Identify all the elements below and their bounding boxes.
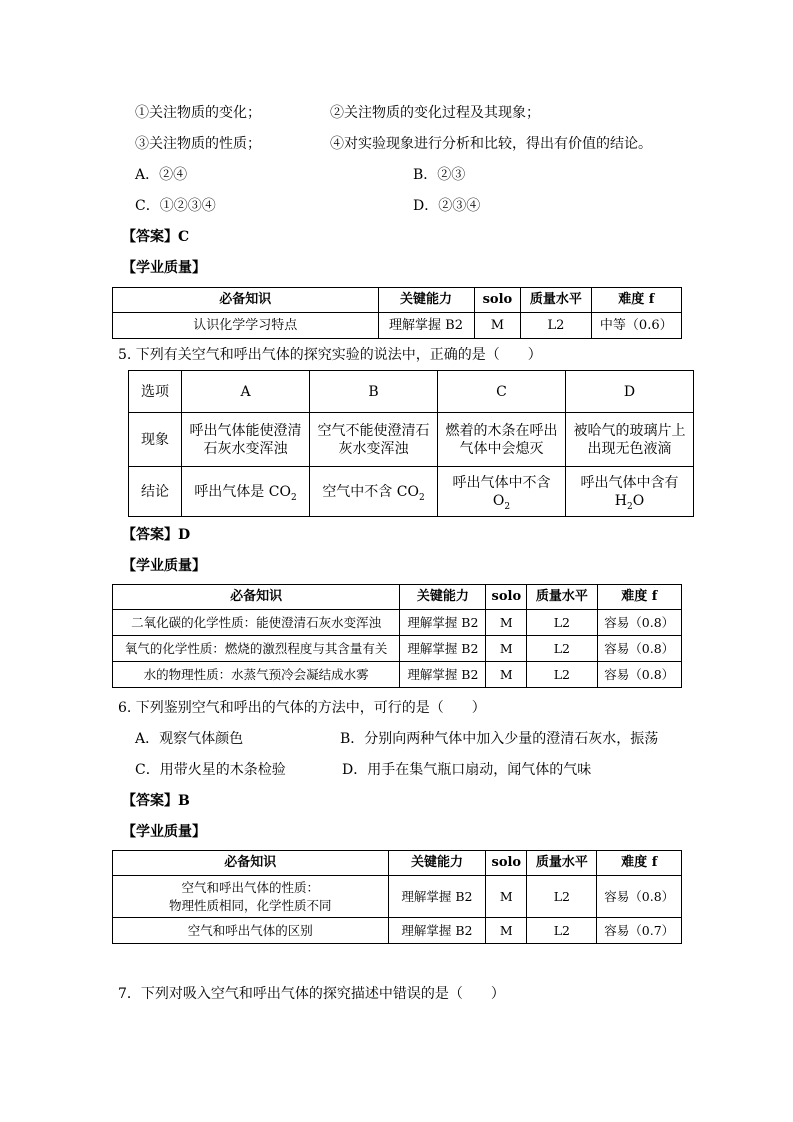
table-cell: 容易（0.8） xyxy=(597,662,682,688)
table-cell: 空气不能使澄清石灰水变浑浊 xyxy=(310,413,438,467)
table-cell xyxy=(182,467,310,517)
formula: O xyxy=(492,492,505,509)
answer-label: 【答案】C xyxy=(122,229,190,245)
quality-table-q5 xyxy=(112,584,682,688)
table-cell: 空气和呼出气体的区别 xyxy=(113,918,389,944)
header-cell: C xyxy=(438,371,566,413)
table-cell: 容易（0.8） xyxy=(597,610,682,636)
formula: H xyxy=(614,492,627,509)
quality-table-q6 xyxy=(112,850,682,944)
table-row xyxy=(129,467,694,517)
cell-text: 呼出气体是 CO xyxy=(194,483,291,500)
table-cell: 氧气的化学性质：燃烧的激烈程度与其含量有关 xyxy=(113,636,400,662)
table-cell: L2 xyxy=(527,662,597,688)
table-row xyxy=(113,313,682,339)
option-1: ①关注物质的变化； xyxy=(135,105,261,121)
option-3: ③关注物质的性质； xyxy=(135,136,261,152)
question-5: 5. 下列有关空气和呼出气体的探究实验的说法中，正确的是（ ） xyxy=(118,347,542,363)
col-header: 难度 f xyxy=(597,851,682,876)
table-row xyxy=(129,413,694,467)
table-cell: 燃着的木条在呼出气体中会熄灭 xyxy=(438,413,566,467)
table-cell: 认识化学学习特点 xyxy=(113,313,379,339)
choice-c: C．用带火星的木条检验 xyxy=(135,762,286,778)
table-cell: 二氧化碳的化学性质：能使澄清石灰水变浑浊 xyxy=(113,610,400,636)
cell-text: 呼出气体中不含 xyxy=(452,474,551,491)
cell-line: 空气和呼出气体的性质： xyxy=(181,879,320,895)
cell-text: 呼出气体中含有 xyxy=(580,474,679,491)
table-row xyxy=(113,662,682,688)
formula: O xyxy=(632,492,645,509)
col-header: 质量水平 xyxy=(527,851,597,876)
table-cell xyxy=(566,467,694,517)
header-cell: A xyxy=(182,371,310,413)
table-cell: 被哈气的玻璃片上出现无色液滴 xyxy=(566,413,694,467)
subscript: 2 xyxy=(290,492,297,503)
col-header: solo xyxy=(474,288,521,313)
table-cell: 理解掌握 B2 xyxy=(388,918,486,944)
table-row xyxy=(113,610,682,636)
option-4: ④对实验现象进行分析和比较，得出有价值的结论。 xyxy=(330,136,652,152)
table-cell: M xyxy=(486,636,527,662)
table-cell xyxy=(113,876,389,918)
col-header: solo xyxy=(486,851,527,876)
col-header: 难度 f xyxy=(597,585,682,610)
table-cell: 容易（0.8） xyxy=(597,876,682,918)
table-cell: 理解掌握 B2 xyxy=(400,636,486,662)
table-row xyxy=(113,918,682,944)
header-cell: D xyxy=(566,371,694,413)
choice-d: D．②③④ xyxy=(413,198,481,214)
table-cell: 容易（0.8） xyxy=(597,636,682,662)
table-cell: M xyxy=(486,610,527,636)
quality-label: 【学业质量】 xyxy=(122,260,206,276)
cell-text: 空气中不含 CO xyxy=(322,483,419,500)
choice-d: D．用手在集气瓶口扇动，闻气体的气味 xyxy=(342,762,592,778)
col-header: solo xyxy=(486,585,527,610)
quality-label: 【学业质量】 xyxy=(122,558,206,574)
choice-b: B．②③ xyxy=(413,167,466,183)
table-cell: M xyxy=(486,662,527,688)
table-cell: 呼出气体能使澄清石灰水变浑浊 xyxy=(182,413,310,467)
answer-label: 【答案】D xyxy=(122,527,191,543)
table-row xyxy=(113,876,682,918)
header-cell: 选项 xyxy=(129,371,182,413)
subscript: 2 xyxy=(627,501,633,512)
col-header: 关键能力 xyxy=(378,288,474,313)
choice-a: A．观察气体颜色 xyxy=(135,731,244,747)
table-cell: L2 xyxy=(521,313,591,339)
col-header: 质量水平 xyxy=(521,288,591,313)
table-cell: 理解掌握 B2 xyxy=(388,876,486,918)
table-cell: 理解掌握 B2 xyxy=(400,610,486,636)
col-header: 关键能力 xyxy=(388,851,486,876)
table-row xyxy=(113,636,682,662)
col-header: 必备知识 xyxy=(113,585,400,610)
options-table-q5 xyxy=(128,370,694,517)
table-cell: L2 xyxy=(527,610,597,636)
question-7: 7．下列对吸入空气和呼出气体的探究描述中错误的是（ ） xyxy=(118,986,505,1002)
col-header: 质量水平 xyxy=(527,585,597,610)
table-cell: L2 xyxy=(527,636,597,662)
table-cell: 水的物理性质：水蒸气预冷会凝结成水雾 xyxy=(113,662,400,688)
table-cell: 理解掌握 B2 xyxy=(400,662,486,688)
row-label: 结论 xyxy=(129,467,182,517)
table-cell xyxy=(310,467,438,517)
choice-b: B．分别向两种气体中加入少量的澄清石灰水，振荡 xyxy=(340,731,659,747)
choice-c: C．①②③④ xyxy=(135,198,216,214)
row-label: 现象 xyxy=(129,413,182,467)
option-2: ②关注物质的变化过程及其现象； xyxy=(330,105,540,121)
table-cell: 容易（0.7） xyxy=(597,918,682,944)
table-cell: 中等（0.6） xyxy=(591,313,681,339)
table-cell xyxy=(438,467,566,517)
col-header: 难度 f xyxy=(591,288,681,313)
table-cell: L2 xyxy=(527,918,597,944)
table-cell: M xyxy=(486,918,527,944)
col-header: 必备知识 xyxy=(113,851,389,876)
quality-table-q4 xyxy=(112,287,682,339)
subscript: 2 xyxy=(504,501,511,512)
subscript: 2 xyxy=(418,492,425,503)
col-header: 必备知识 xyxy=(113,288,379,313)
table-cell: 理解掌握 B2 xyxy=(378,313,474,339)
table-cell: M xyxy=(474,313,521,339)
question-6: 6. 下列鉴别空气和呼出的气体的方法中，可行的是（ ） xyxy=(118,700,486,716)
table-cell: L2 xyxy=(527,876,597,918)
header-cell: B xyxy=(310,371,438,413)
quality-label: 【学业质量】 xyxy=(122,824,206,840)
col-header: 关键能力 xyxy=(400,585,486,610)
table-cell: M xyxy=(486,876,527,918)
cell-line: 物理性质相同，化学性质不同 xyxy=(169,897,332,913)
answer-label: 【答案】B xyxy=(122,793,190,809)
choice-a: A．②④ xyxy=(135,167,188,183)
